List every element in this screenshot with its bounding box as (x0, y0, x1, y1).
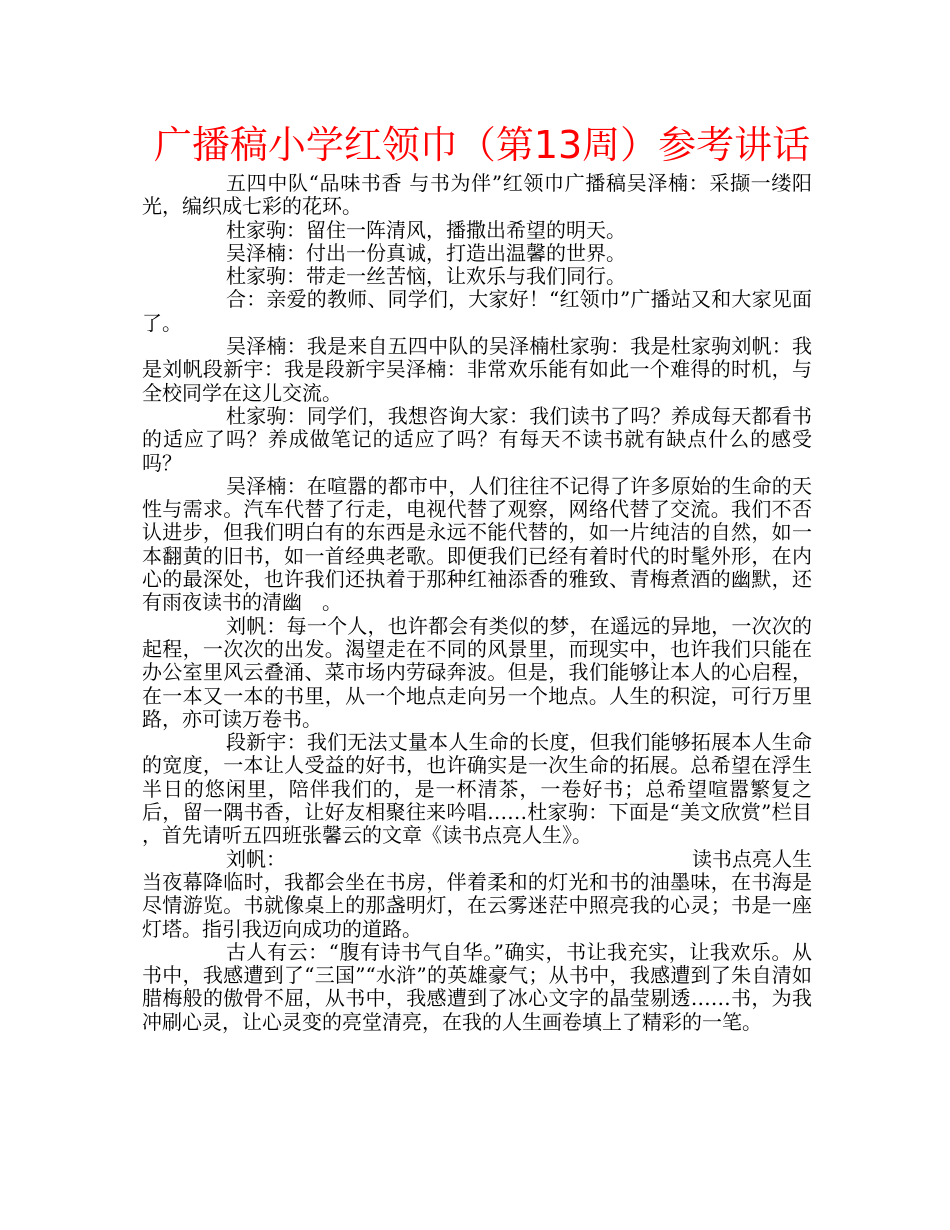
document-page (142, 118, 812, 1034)
paragraph: 吴泽楠：我是来自五四中队的吴泽楠杜家驹：我是杜家驹刘帆：我是刘帆段新宇：我是段新宇吴泽楠：非常欢乐能有如此一个难得的时机，与全校同学在这儿交流。 (142, 334, 812, 405)
paragraph: 吴泽楠：在喧嚣的都市中，人们往往不记得了许多原始的生命的天性与需求。汽车代替了行走，电视代替了观察，网络代替了交流。我们不否认进步，但我们明白有的东西是永远不能代替的，如一片纯洁的自然，如一本翻黄的旧书，如一首经典老歌。即便我们已经有着时代的时髦外形，在内心的最深处，也许我们还执着于那种红袖添香的雅致、青梅煮酒的幽默，还有雨夜读书的清幽 。 (142, 473, 812, 615)
paragraph: 五四中队“品味书香 与书为伴”红领巾广播稿吴泽楠：采撷一缕阳光，编织成七彩的花环。 (142, 171, 812, 219)
paragraph: 杜家驹：带走一丝苦恼，让欢乐与我们同行。 (226, 264, 626, 289)
paragraph: 杜家驹：留住一阵清风，播撒出希望的明天。 (226, 217, 626, 242)
paragraph: 吴泽楠：付出一份真诚，打造出温馨的世界。 (226, 240, 626, 265)
paragraph: 杜家驹：同学们，我想咨询大家：我们读书了吗？养成每天都看书的适应了吗？养成做笔记的适应了吗？有每天不读书就有缺点什么的感受吗？ (142, 403, 812, 475)
paragraph: 刘帆：每一个人，也许都会有类似的梦，在遥远的异地，一次次的起程，一次次的出发。渴望走在不同的风景里，而现实中，也许我们只能在办公室里风云叠涌、菜市场内劳碌奔波。但是，我们能够让本人的心启程，在一本又一本的书里，从一个地点走向另一个地点。人生的积淀，可行万里路，亦可读万卷书。 (142, 613, 812, 731)
paragraph: 合：亲爱的教师、同学们，大家好！“红领巾”广播站又和大家见面了。 (142, 287, 812, 335)
article-paragraph: 古人有云：“腹有诗书气自华。”确实，书让我充实，让我欢乐。从书中，我感遭到了“三国”“水浒”的英雄豪气；从书中，我感遭到了朱自清如腊梅般的傲骨不屈，从书中，我感遭到了冰心文字的晶莹剔透……书，为我冲刷心灵，让心灵变的亮堂清亮，在我的人生画卷填上了精彩的一笔。 (142, 939, 812, 1034)
reading-heading-line (142, 848, 812, 871)
paragraph: 段新宇：我们无法丈量本人生命的长度，但我们能够拓展本人生命的宽度，一本让人受益的好书，也许确实是一次生命的拓展。总希望在浮生半日的悠闲里，陪伴我们的，是一杯清茶，一卷好书；总希望喧嚣繁复之后，留一隅书香，让好友相聚往来吟唱……杜家驹：下面是“美文欣赏”栏目 ，首先请听五四班张馨云的文章《读书点亮人生》。 (142, 730, 812, 848)
reading-speaker: 刘帆： (226, 846, 286, 871)
document-title: 广播稿小学红领巾（第13周）参考讲话 (153, 123, 811, 167)
article-paragraph: 当夜幕降临时，我都会坐在书房，伴着柔和的灯光和书的油墨味，在书海是尽情游览。书就像桌上的那盏明灯，在云雾迷茫中照亮我的心灵；书是一座灯塔。指引我迈向成功的道路。 (142, 869, 812, 941)
article-title: 读书点亮人生 (692, 846, 812, 871)
